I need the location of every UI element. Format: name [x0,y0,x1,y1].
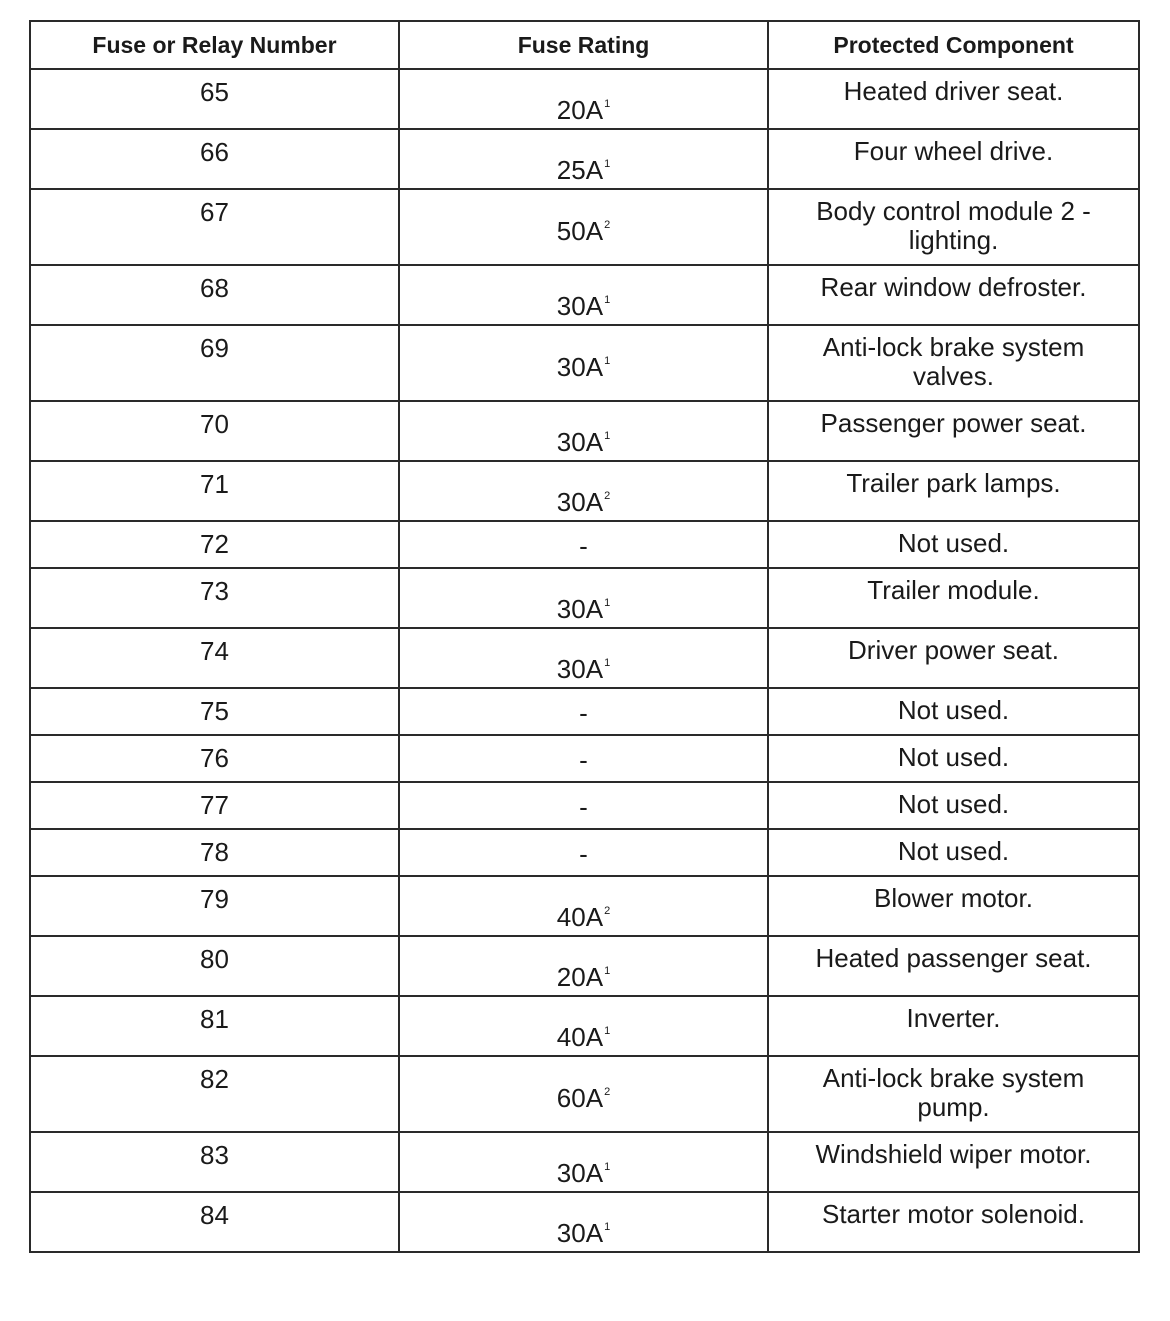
protected-component: Not used. [897,695,1010,725]
fuse-rating-value: 20A [556,962,604,992]
cell-fuse-rating [399,1056,768,1132]
protected-component: Inverter. [906,1003,1001,1033]
table-row [30,401,1139,461]
cell-fuse-number [30,996,399,1056]
footnote-marker: 1 [604,1161,611,1173]
table-row [30,996,1139,1056]
protected-component: Anti-lock brake system valves. [822,332,1085,391]
footnote-marker: 1 [604,430,611,442]
cell-fuse-number [30,829,399,876]
protected-component: Heated passenger seat. [815,943,1092,973]
fuse-rating [400,1057,767,1113]
protected-component: Anti-lock brake system pump. [822,1063,1085,1122]
cell-fuse-rating [399,876,768,936]
fuse-rating-value: 50A [556,216,604,246]
table-row [30,628,1139,688]
table-row [30,936,1139,996]
cell-fuse-rating [399,996,768,1056]
cell-protected-component [768,265,1139,325]
cell-fuse-rating [399,265,768,325]
fuse-number: 78 [200,837,229,867]
cell-fuse-rating [399,325,768,401]
cell-fuse-number [30,401,399,461]
fuse-rating [400,1193,767,1248]
table-row [30,782,1139,829]
cell-fuse-number [30,1132,399,1192]
fuse-rating [400,937,767,992]
cell-fuse-rating [399,936,768,996]
cell-fuse-number [30,782,399,829]
cell-protected-component [768,876,1139,936]
cell-fuse-rating [399,688,768,735]
fuse-rating-value: 30A [556,1158,604,1188]
cell-fuse-number [30,1192,399,1252]
fuse-rating-value: - [579,531,588,561]
fuse-number: 71 [200,469,229,499]
table-row [30,688,1139,735]
cell-protected-component [768,782,1139,829]
protected-component: Driver power seat. [848,635,1059,665]
protected-component: Windshield wiper motor. [815,1139,1092,1169]
fuse-number: 65 [200,77,229,107]
table-row [30,568,1139,628]
fuse-number: 76 [200,743,229,773]
fuse-rating [400,689,767,728]
table-row [30,69,1139,129]
fuse-table [29,20,1140,1253]
fuse-rating [400,1133,767,1188]
protected-component: Four wheel drive. [853,136,1054,166]
fuse-rating-value: 20A [556,95,604,125]
fuse-number: 81 [200,1004,229,1034]
cell-fuse-number [30,129,399,189]
fuse-number: 84 [200,1200,229,1230]
fuse-number: 68 [200,273,229,303]
fuse-rating-value: - [579,745,588,775]
fuse-rating [400,783,767,822]
fuse-number: 69 [200,333,229,363]
fuse-number: 77 [200,790,229,820]
footnote-marker: 1 [604,657,611,669]
table-row [30,876,1139,936]
protected-component: Body control module 2 - lighting. [816,196,1091,255]
cell-fuse-rating [399,568,768,628]
fuse-number: 79 [200,884,229,914]
cell-fuse-number [30,461,399,521]
table-row [30,129,1139,189]
protected-component: Trailer park lamps. [846,468,1061,498]
footnote-marker: 2 [604,1086,611,1098]
protected-component: Passenger power seat. [820,408,1087,438]
cell-fuse-rating [399,461,768,521]
fuse-rating-value: 30A [556,654,604,684]
table-row [30,735,1139,782]
cell-protected-component [768,1132,1139,1192]
cell-protected-component [768,325,1139,401]
cell-protected-component [768,628,1139,688]
cell-fuse-number [30,521,399,568]
cell-fuse-rating [399,1192,768,1252]
fuse-rating [400,736,767,775]
footnote-marker: 1 [604,965,611,977]
cell-protected-component [768,568,1139,628]
fuse-number: 80 [200,944,229,974]
protected-component: Rear window defroster. [820,272,1087,302]
cell-fuse-rating [399,521,768,568]
protected-component: Not used. [897,742,1010,772]
fuse-rating-value: 30A [556,1218,604,1248]
protected-component: Heated driver seat. [843,76,1064,106]
footnote-marker: 2 [604,219,611,231]
fuse-rating-value: - [579,792,588,822]
fuse-rating [400,130,767,185]
fuse-rating-value: 25A [556,155,604,185]
table-row [30,521,1139,568]
fuse-number: 74 [200,636,229,666]
protected-component: Not used. [897,789,1010,819]
cell-fuse-number [30,69,399,129]
cell-fuse-number [30,735,399,782]
table-row [30,829,1139,876]
fuse-rating-value: 30A [556,594,604,624]
fuse-number: 70 [200,409,229,439]
footnote-marker: 2 [604,905,611,917]
cell-protected-component [768,189,1139,265]
cell-protected-component [768,129,1139,189]
table-row [30,265,1139,325]
header-fuse-rating: Fuse Rating [399,21,768,69]
fuse-rating [400,569,767,624]
fuse-number: 75 [200,696,229,726]
footnote-marker: 1 [604,597,611,609]
cell-protected-component [768,735,1139,782]
cell-fuse-rating [399,189,768,265]
cell-protected-component [768,996,1139,1056]
footnote-marker: 2 [604,490,611,502]
fuse-number: 83 [200,1140,229,1170]
fuse-rating-value: 60A [556,1083,604,1113]
cell-fuse-number [30,189,399,265]
cell-protected-component [768,521,1139,568]
footnote-marker: 1 [604,355,611,367]
fuse-rating-value: 30A [556,291,604,321]
table-row [30,1056,1139,1132]
footnote-marker: 1 [604,158,611,170]
cell-fuse-rating [399,1132,768,1192]
fuse-rating [400,522,767,561]
footnote-marker: 1 [604,294,611,306]
fuse-rating [400,830,767,869]
protected-component: Trailer module. [867,575,1040,605]
cell-fuse-rating [399,829,768,876]
fuse-rating [400,629,767,684]
table-row [30,1192,1139,1252]
footnote-marker: 1 [604,98,611,110]
cell-protected-component [768,401,1139,461]
fuse-rating [400,190,767,246]
cell-fuse-rating [399,129,768,189]
fuse-rating-value: 30A [556,427,604,457]
table-row [30,325,1139,401]
fuse-rating [400,326,767,382]
protected-component: Not used. [897,836,1010,866]
fuse-rating [400,997,767,1052]
cell-fuse-rating [399,735,768,782]
table-row [30,461,1139,521]
fuse-rating-value: - [579,839,588,869]
fuse-rating [400,462,767,517]
cell-fuse-number [30,325,399,401]
cell-fuse-number [30,936,399,996]
table-row [30,189,1139,265]
protected-component: Not used. [897,528,1010,558]
cell-fuse-number [30,265,399,325]
cell-fuse-rating [399,628,768,688]
cell-fuse-rating [399,69,768,129]
cell-protected-component [768,461,1139,521]
fuse-rating-value: 30A [556,352,604,382]
fuse-rating-value: 40A [556,902,604,932]
fuse-number: 72 [200,529,229,559]
cell-fuse-number [30,568,399,628]
fuse-rating [400,70,767,125]
fuse-rating [400,402,767,457]
footnote-marker: 1 [604,1221,611,1233]
table-row [30,1132,1139,1192]
footnote-marker: 1 [604,1025,611,1037]
cell-fuse-number [30,628,399,688]
fuse-number: 82 [200,1064,229,1094]
cell-protected-component [768,1056,1139,1132]
fuse-number: 73 [200,576,229,606]
fuse-number: 67 [200,197,229,227]
cell-protected-component [768,936,1139,996]
cell-fuse-number [30,876,399,936]
cell-fuse-number [30,1056,399,1132]
fuse-rating [400,266,767,321]
cell-protected-component [768,69,1139,129]
header-fuse-number: Fuse or Relay Number [30,21,399,69]
fuse-rating-value: 30A [556,487,604,517]
cell-protected-component [768,1192,1139,1252]
table-body [30,69,1139,1252]
header-protected-component: Protected Component [768,21,1139,69]
protected-component: Starter motor solenoid. [821,1199,1085,1229]
cell-protected-component [768,829,1139,876]
cell-fuse-number [30,688,399,735]
header-row [30,21,1139,69]
cell-fuse-rating [399,782,768,829]
fuse-rating-value: 40A [556,1022,604,1052]
fuse-number: 66 [200,137,229,167]
fuse-rating [400,877,767,932]
protected-component: Blower motor. [874,883,1033,913]
cell-fuse-rating [399,401,768,461]
cell-protected-component [768,688,1139,735]
fuse-rating-value: - [579,698,588,728]
